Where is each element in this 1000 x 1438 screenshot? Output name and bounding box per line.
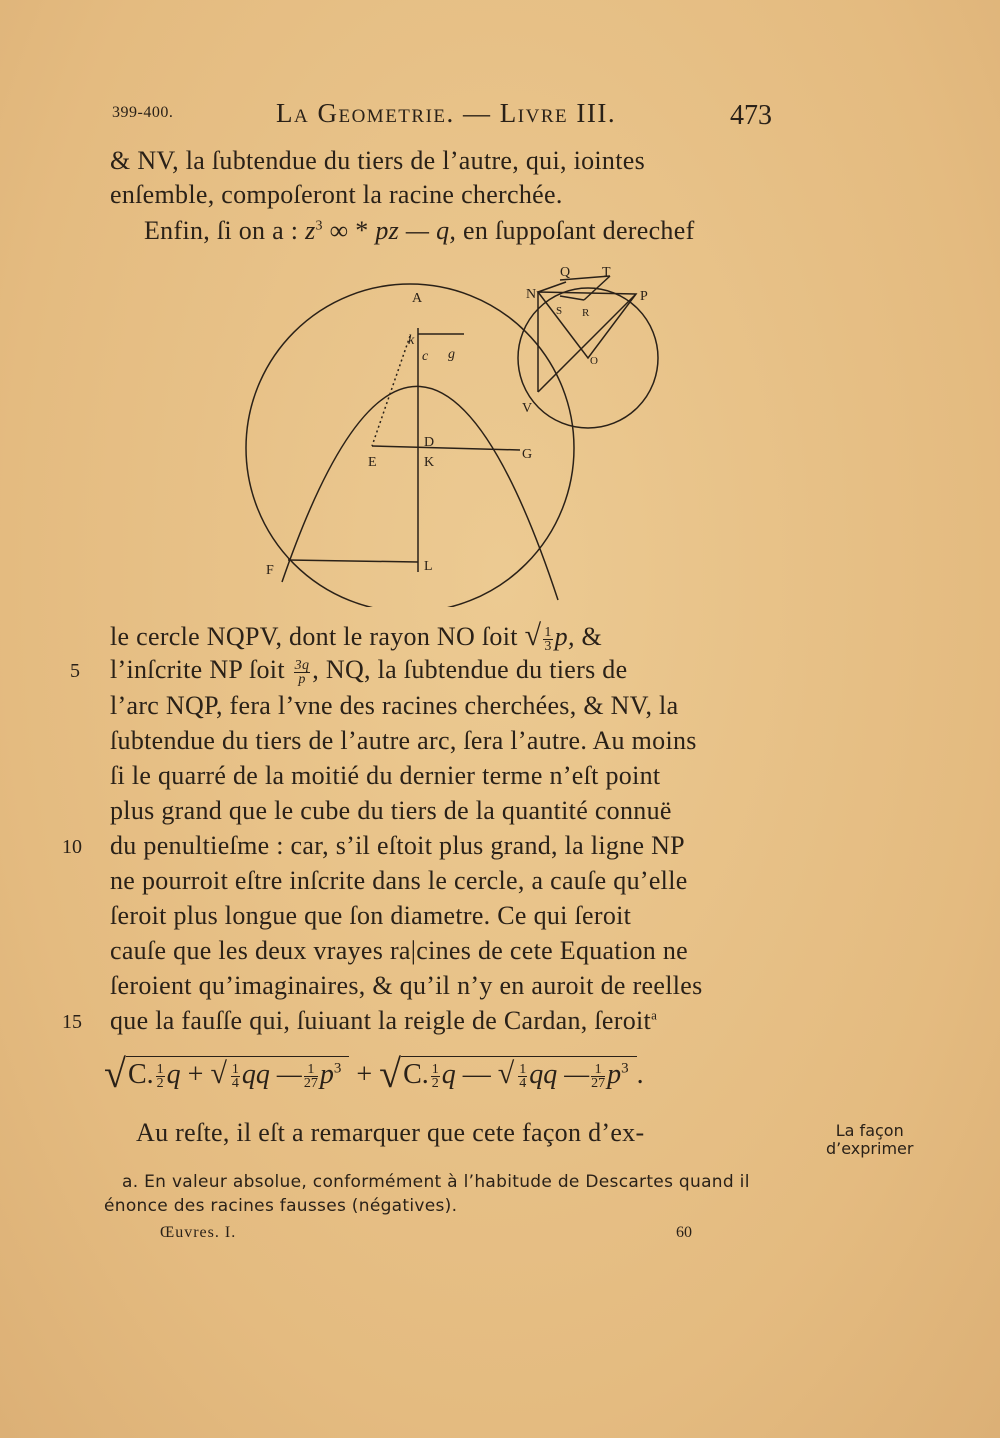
- text-line-7: ſubtendue du tiers de l’autre arc, ſera l’autre. Au moins: [110, 726, 697, 755]
- label-Q: Q: [560, 265, 571, 280]
- triangle-NPO: [538, 292, 636, 358]
- text-line-5: l’inſcrite NP ſoit $\frac{3q}{p}$ , NQ, la ſubtendue du tiers de: [110, 655, 628, 687]
- text-line-12: ſeroit plus longue que ſon diametre. Ce qui ſeroit: [110, 901, 632, 930]
- running-title: La Geometrie. — Livre III.: [276, 98, 617, 128]
- footnote-line-1: a. En valeur absolue, conformément à l’habitude de Descartes quand il: [122, 1172, 750, 1192]
- label-N: N: [526, 287, 537, 302]
- text-line-1: & NV, la ſubtendue du tiers de l’autre, qui, iointes: [110, 146, 646, 175]
- line-SR: [560, 296, 584, 300]
- label-k: k: [408, 333, 415, 348]
- margin-note-line-1: La façon: [835, 1121, 904, 1140]
- dotted-line: [372, 336, 410, 446]
- label-L: L: [424, 559, 433, 574]
- label-R: R: [582, 307, 590, 319]
- text-line-11: ne pourroit eſtre inſcrite dans le cercle, a cauſe qu’elle: [110, 866, 688, 895]
- text-line-9: plus grand que le cube du tiers de la quantité connuë: [110, 796, 672, 825]
- text-line-10: du penultieſme : car, s’il eſtoit plus grand, la ligne NP: [110, 831, 685, 860]
- label-E: E: [368, 455, 377, 470]
- text-line-2: enſemble, compoſeront la racine cherchée.: [110, 180, 563, 209]
- signature-number: 60: [676, 1224, 692, 1241]
- signature-mark: Œuvres. I.: [160, 1224, 237, 1241]
- label-c: c: [422, 349, 429, 364]
- line-number-5: 5: [70, 660, 80, 682]
- line-NQ: [538, 282, 566, 292]
- header-page-range: 399-400.: [112, 104, 174, 121]
- text-line-6: l’arc NQP, fera l’vne des racines cherchées, & NV, la: [110, 691, 679, 720]
- text-line-8: ſi le quarré de la moitié du dernier terme n’eſt point: [110, 761, 661, 790]
- line-number-15: 15: [62, 1011, 82, 1033]
- label-K: K: [424, 455, 435, 470]
- text-line-14: ſeroient qu’imaginaires, & qu’il n’y en auroit de reelles: [110, 971, 703, 1000]
- text-line-3: Enfin, ſi on a : $z^3$ ∞ * pz — q, en ſuppoſant derechef: [144, 216, 695, 245]
- text-line-16: Au reſte, il eſt a remarquer que cete façon d’ex-: [136, 1118, 645, 1147]
- page-number: 473: [730, 100, 772, 131]
- margin-note-line-2: d’exprimer: [826, 1139, 914, 1158]
- label-F: F: [266, 563, 274, 578]
- parabola: [282, 386, 558, 600]
- text-line-4: le cercle NQPV, dont le rayon NO ſoit √ $\frac{1}{3}$ p, &: [110, 619, 603, 654]
- label-T: T: [602, 265, 611, 280]
- label-P: P: [640, 289, 648, 304]
- text-line-13: cauſe que les deux vrayes ra|cines de cete Equation ne: [110, 936, 688, 965]
- margin-note: [826, 1122, 913, 1158]
- text-line-15: que la fauſſe qui, ſuiuant la reigle de Cardan, ſeroit$^a$: [110, 1006, 658, 1035]
- footnote-line-2: énonce des racines fausses (négatives).: [104, 1196, 458, 1216]
- label-V: V: [522, 401, 533, 416]
- label-O: O: [590, 355, 598, 367]
- line-FL: [288, 560, 418, 562]
- line-number-10: 10: [62, 836, 82, 858]
- label-S: S: [556, 305, 563, 317]
- label-g: g: [448, 347, 455, 362]
- line-EG: [372, 446, 520, 450]
- cardan-formula: √C. $\frac{1}{2}$ q + √ $\frac{1}{4}$ qq — $\frac{1}{27}$ $p^3 + √C$. $\frac{1}{2}$ q — √ $\frac{1}{4}$ qq — $\frac{1}{27}$ $p^3$ .: [104, 1051, 644, 1096]
- label-G: G: [522, 447, 533, 462]
- label-A: A: [412, 291, 423, 306]
- label-D: D: [424, 435, 435, 450]
- geometry-figure: [220, 262, 670, 607]
